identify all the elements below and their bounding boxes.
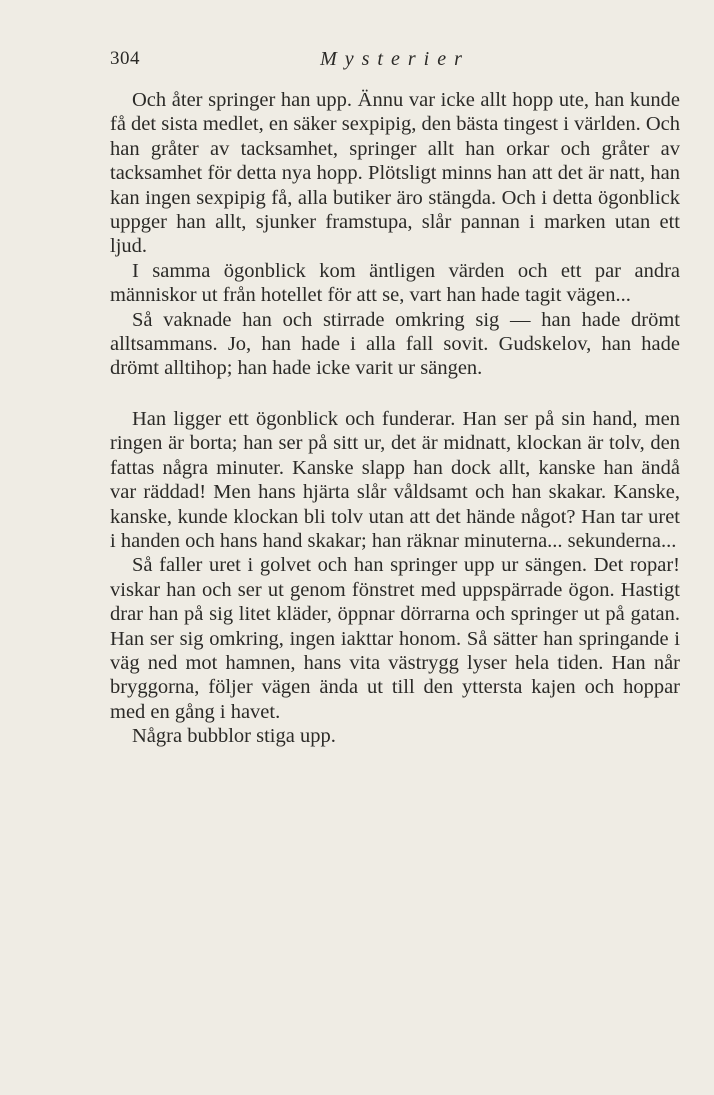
body-text (110, 88, 680, 749)
paragraph: Några bubblor stiga upp. (132, 725, 336, 748)
page-number: 304 (110, 48, 140, 69)
paragraph: Han ligger ett ögonblick och funderar. Han ser på sin hand, men ringen är borta; han ser på sitt ur, det är midnatt, klockan är tolv, den fattas några minuter. Kanske slapp han dock allt, kanske han ändå var räddad! Men hans hjärta slår våldsamt och han skakar. Kanske, kanske, kunde klockan bli tolv utan att det hände något? Han tar uret i handen och hans hand skakar; han räknar minuterna... sekunderna... (110, 407, 680, 552)
page-header (110, 48, 680, 78)
paragraph: I samma ögonblick kom äntligen värden och ett par andra människor ut från hotellet för att se, vart han hade tagit vägen... (110, 259, 680, 307)
running-title: Mysterier (320, 48, 470, 70)
paragraph: Så faller uret i golvet och han springer upp ur sängen. Det ropar! viskar han och ser ut genom fönstret med uppspärrade ögon. Hastigt drar han på sig litet kläder, öppnar dörrarna och springer ut på gatan. Han ser sig omkring, ingen iakttar honom. Så sätter han springande i väg ned mot hamnen, hans vita västrygg lyser hela tiden. Han når bryggorna, följer vägen ända ut till den yttersta kajen och hoppar med en gång i havet. (110, 554, 680, 723)
paragraph: Så vaknade han och stirrade omkring sig — han hade drömt alltsammans. Jo, han hade i alla fall sovit. Gudskelov, han hade drömt alltihop; han hade icke varit ur sängen. (110, 308, 680, 380)
paragraph: Och åter springer han upp. Ännu var icke allt hopp ute, han kunde få det sista medlet, en säker sexpipig, den bästa tingest i världen. Och han gråter av tacksamhet, springer allt han orkar och gråter av tacksamhet för detta nya hopp. Plötsligt minns han att det är natt, han kan ingen sexpipig få, alla butiker äro stängda. Och i detta ögonblick uppger han allt, sjunker framstupa, slår pannan i marken utan ett ljud. (110, 89, 680, 258)
